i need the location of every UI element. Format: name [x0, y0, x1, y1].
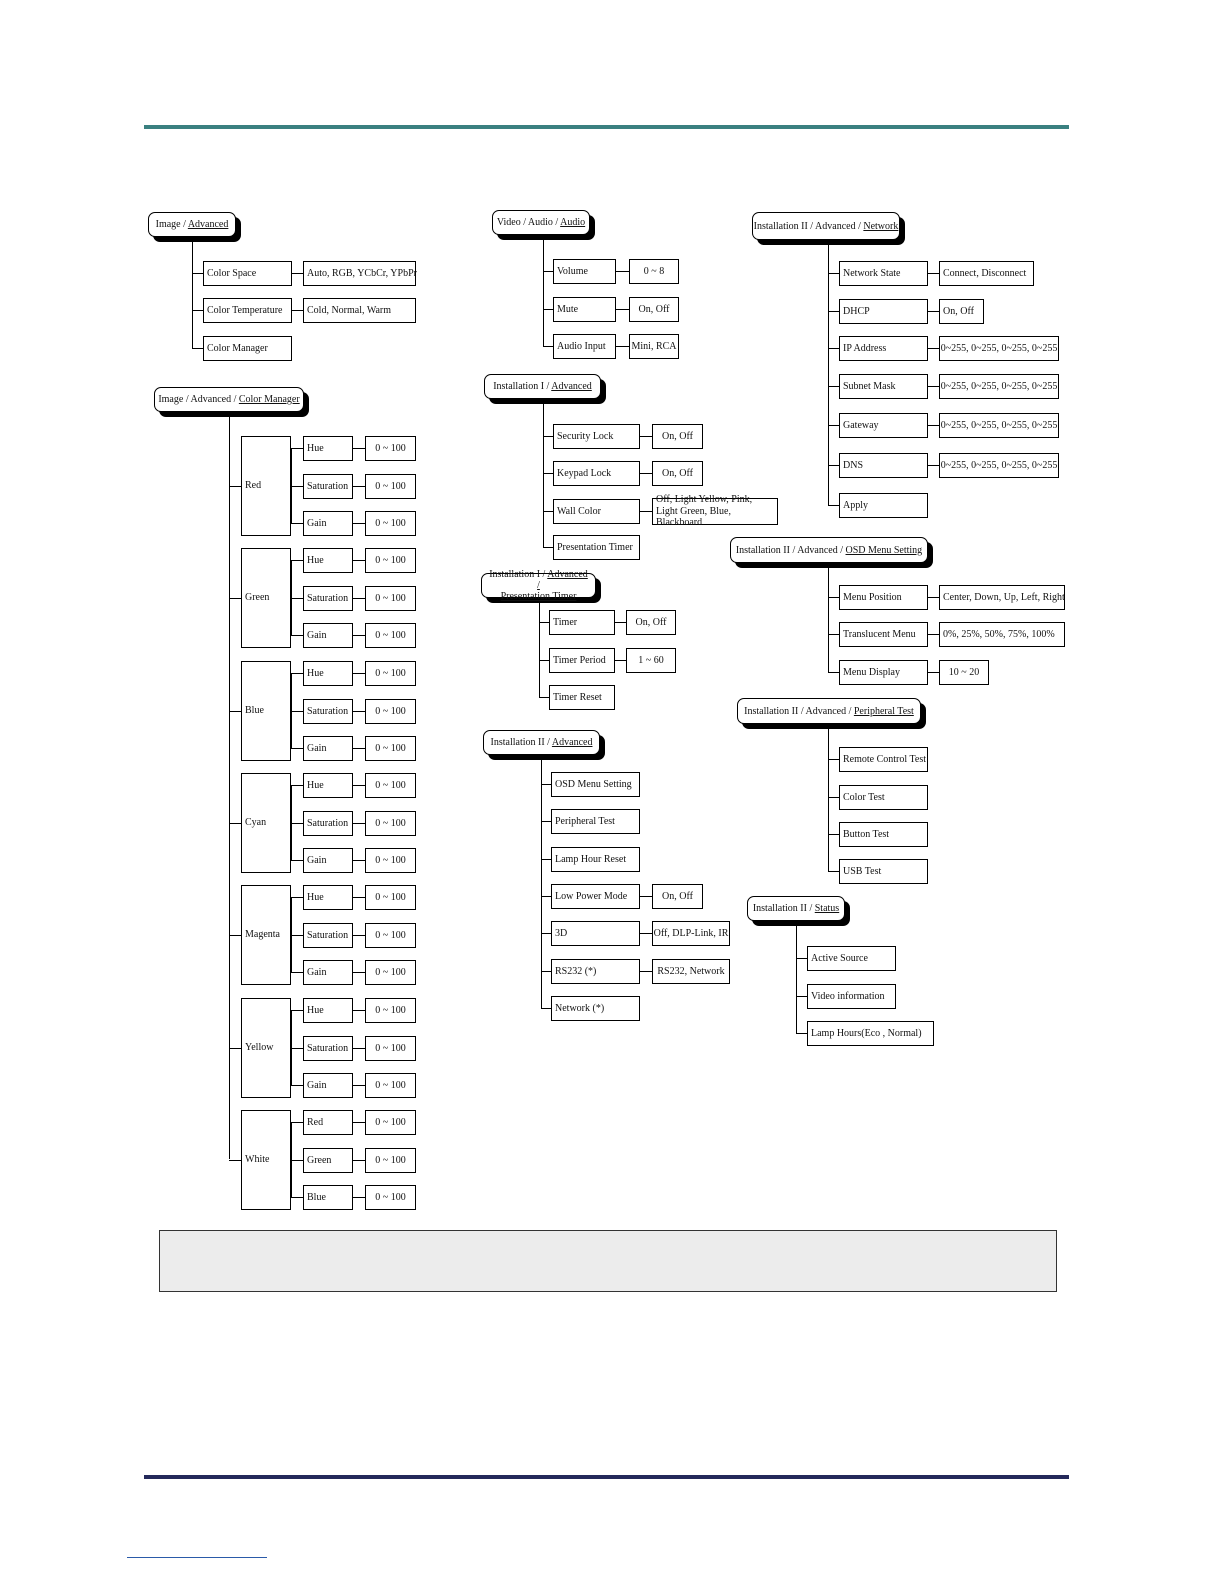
- connector: [828, 505, 839, 506]
- connector: [353, 1160, 365, 1161]
- connector: [616, 346, 629, 347]
- connector: [543, 404, 544, 548]
- node-menu-position: Menu Position: [839, 585, 928, 610]
- node-button-test: Button Test: [839, 822, 928, 847]
- node-saturation: Saturation: [303, 923, 353, 948]
- value-range: 0 ~ 100: [365, 1110, 416, 1135]
- value-range: 0 ~ 100: [365, 848, 416, 873]
- connector: [543, 271, 553, 272]
- value-range: 0 ~ 100: [365, 736, 416, 761]
- value-range: 0 ~ 100: [365, 998, 416, 1023]
- connector: [353, 748, 365, 749]
- value-range: 0 ~ 100: [365, 1185, 416, 1210]
- header-text-underlined: Advanced /: [537, 569, 588, 591]
- value-range: 0 ~ 100: [365, 511, 416, 536]
- connector: [616, 271, 629, 272]
- connector: [539, 622, 549, 623]
- connector: [291, 1160, 303, 1161]
- value-timer-period: 1 ~ 60: [626, 648, 676, 673]
- connector: [291, 486, 303, 487]
- connector: [353, 560, 365, 561]
- node-3d: 3D: [551, 921, 640, 946]
- value-range: 0 ~ 100: [365, 885, 416, 910]
- node-hue: Hue: [303, 773, 353, 798]
- value-range: 0 ~ 100: [365, 1073, 416, 1098]
- node-color-temperature: Color Temperature: [203, 298, 292, 323]
- node-menu-display: Menu Display: [839, 660, 928, 685]
- connector: [291, 1197, 303, 1198]
- node-saturation: Saturation: [303, 811, 353, 836]
- connector: [640, 511, 652, 512]
- connector: [291, 860, 303, 861]
- connector: [541, 859, 551, 860]
- connector: [828, 759, 839, 760]
- connector: [640, 436, 652, 437]
- connector: [229, 1160, 241, 1161]
- connector: [353, 1085, 365, 1086]
- connector: [928, 425, 939, 426]
- value-network-state: Connect, Disconnect: [939, 261, 1034, 286]
- node-rs232: RS232 (*): [551, 959, 640, 984]
- connector: [291, 560, 303, 561]
- connector: [543, 473, 553, 474]
- connector: [353, 598, 365, 599]
- header-color-manager: [154, 387, 304, 412]
- header-text-underlined: Presentation Timer: [500, 591, 577, 602]
- header-network: [752, 212, 900, 240]
- value-timer: On, Off: [626, 610, 676, 635]
- note-box: [159, 1230, 1057, 1292]
- header-text-underlined: Peripheral Test: [853, 705, 914, 717]
- node-hue: Hue: [303, 661, 353, 686]
- connector: [353, 785, 365, 786]
- node-hue: Hue: [303, 548, 353, 573]
- header-text: Installation I /: [493, 381, 552, 392]
- connector: [291, 972, 303, 973]
- connector: [539, 697, 549, 698]
- header-text-underlined: Audio: [560, 217, 586, 228]
- node-apply: Apply: [839, 493, 928, 518]
- connector: [291, 748, 303, 749]
- connector: [828, 871, 839, 872]
- connector: [928, 634, 939, 635]
- value-range: 0 ~ 100: [365, 586, 416, 611]
- connector: [828, 672, 839, 673]
- connector: [796, 996, 807, 997]
- header-osd-menu-setting: [730, 537, 928, 563]
- connector: [229, 598, 241, 599]
- connector: [543, 511, 553, 512]
- node-blue: Blue: [303, 1185, 353, 1210]
- connector: [353, 860, 365, 861]
- node-gain: Gain: [303, 1073, 353, 1098]
- node-timer-period: Timer Period: [549, 648, 615, 673]
- connector: [353, 1010, 365, 1011]
- connector: [928, 348, 939, 349]
- node-hue: Hue: [303, 885, 353, 910]
- value-color-temperature: Cold, Normal, Warm: [303, 298, 416, 323]
- node-color-red: Red: [241, 436, 291, 536]
- connector: [541, 1008, 551, 1009]
- connector: [928, 311, 939, 312]
- header-video-audio: [492, 210, 590, 235]
- header-status: [747, 896, 845, 921]
- connector: [229, 823, 241, 824]
- value-range: 0 ~ 100: [365, 661, 416, 686]
- connector: [616, 309, 629, 310]
- connector: [828, 425, 839, 426]
- connector: [353, 711, 365, 712]
- node-dns: DNS: [839, 453, 928, 478]
- value-range: 0 ~ 100: [365, 960, 416, 985]
- connector: [640, 473, 652, 474]
- value-volume: 0 ~ 8: [629, 259, 679, 284]
- connector: [541, 821, 551, 822]
- connector: [828, 311, 839, 312]
- connector: [796, 958, 807, 959]
- node-wall-color: Wall Color: [553, 499, 640, 524]
- node-hue: Hue: [303, 998, 353, 1023]
- connector: [828, 465, 839, 466]
- node-red: Red: [303, 1110, 353, 1135]
- header-text: Image /: [155, 219, 188, 230]
- node-subnet-mask: Subnet Mask: [839, 374, 928, 399]
- node-security-lock: Security Lock: [553, 424, 640, 449]
- connector: [353, 1197, 365, 1198]
- connector: [541, 784, 551, 785]
- node-dhcp: DHCP: [839, 299, 928, 324]
- connector: [291, 673, 303, 674]
- connector: [229, 1048, 241, 1049]
- value-menu-display: 10 ~ 20: [939, 660, 989, 685]
- connector: [615, 622, 626, 623]
- header-text: Installation II /: [490, 737, 552, 748]
- connector: [229, 711, 241, 712]
- header-peripheral-test: [737, 698, 921, 724]
- value-range: 0 ~ 100: [365, 1036, 416, 1061]
- node-color-test: Color Test: [839, 785, 928, 810]
- header-presentation-timer: [481, 569, 596, 602]
- connector: [640, 896, 652, 897]
- connector: [192, 273, 203, 274]
- node-gain: Gain: [303, 736, 353, 761]
- connector: [543, 547, 553, 548]
- connector: [928, 386, 939, 387]
- connector: [353, 673, 365, 674]
- header-text: Installation II / Advanced /: [753, 220, 864, 232]
- node-color-yellow: Yellow: [241, 998, 291, 1098]
- connector: [353, 1122, 365, 1123]
- value-mute: On, Off: [629, 297, 679, 322]
- value-keypad-lock: On, Off: [652, 461, 703, 486]
- connector: [291, 935, 303, 936]
- connector: [828, 729, 829, 872]
- connector: [353, 448, 365, 449]
- value-range: 0 ~ 100: [365, 474, 416, 499]
- connector: [539, 660, 549, 661]
- header-installation-i-advanced: [484, 374, 601, 399]
- connector: [796, 1033, 807, 1034]
- connector: [291, 711, 303, 712]
- node-color-magenta: Magenta: [241, 885, 291, 985]
- connector: [291, 1010, 303, 1011]
- node-timer: Timer: [549, 610, 615, 635]
- value-range: 0 ~ 100: [365, 1148, 416, 1173]
- connector: [353, 935, 365, 936]
- node-low-power-mode: Low Power Mode: [551, 884, 640, 909]
- value-range: 0 ~ 100: [365, 548, 416, 573]
- node-color-green: Green: [241, 548, 291, 648]
- node-volume: Volume: [553, 259, 616, 284]
- header-text-underlined: OSD Menu Setting: [845, 544, 923, 556]
- value-dns: 0~255, 0~255, 0~255, 0~255: [939, 453, 1059, 478]
- node-lamp-hour-reset: Lamp Hour Reset: [551, 847, 640, 872]
- connector: [291, 897, 303, 898]
- bottom-rule: [144, 1475, 1069, 1479]
- node-lamp-hours: Lamp Hours(Eco , Normal): [807, 1021, 934, 1046]
- connector: [292, 310, 303, 311]
- connector: [353, 523, 365, 524]
- node-keypad-lock: Keypad Lock: [553, 461, 640, 486]
- connector: [291, 1122, 303, 1123]
- value-range: 0 ~ 100: [365, 436, 416, 461]
- node-gain: Gain: [303, 623, 353, 648]
- header-image-advanced: [148, 212, 236, 237]
- connector: [928, 465, 939, 466]
- connector: [539, 603, 540, 698]
- node-green: Green: [303, 1148, 353, 1173]
- node-timer-reset: Timer Reset: [549, 685, 615, 710]
- header-text: Video / Audio /: [496, 217, 561, 228]
- node-color-blue: Blue: [241, 661, 291, 761]
- connector: [615, 660, 626, 661]
- connector: [828, 245, 829, 505]
- node-gain: Gain: [303, 848, 353, 873]
- node-remote-control-test: Remote Control Test: [839, 747, 928, 772]
- node-color-manager: Color Manager: [203, 336, 292, 361]
- header-text-underlined: Advanced: [551, 737, 593, 748]
- value-ip-address: 0~255, 0~255, 0~255, 0~255: [939, 336, 1059, 361]
- node-saturation: Saturation: [303, 586, 353, 611]
- connector: [353, 897, 365, 898]
- node-network: Network (*): [551, 996, 640, 1021]
- node-peripheral-test: Peripheral Test: [551, 809, 640, 834]
- node-color-cyan: Cyan: [241, 773, 291, 873]
- connector: [291, 523, 303, 524]
- node-presentation-timer: Presentation Timer: [553, 535, 640, 560]
- connector: [828, 834, 839, 835]
- node-osd-menu-setting: OSD Menu Setting: [551, 772, 640, 797]
- connector: [928, 273, 939, 274]
- connector: [229, 935, 241, 936]
- node-network-state: Network State: [839, 261, 928, 286]
- connector: [828, 386, 839, 387]
- header-text-underlined: Status: [814, 903, 840, 914]
- connector: [543, 346, 553, 347]
- header-text: Installation II / Advanced /: [744, 705, 854, 717]
- header-text: Installation II /: [752, 903, 815, 914]
- value-range: 0 ~ 100: [365, 923, 416, 948]
- node-ip-address: IP Address: [839, 336, 928, 361]
- node-saturation: Saturation: [303, 699, 353, 724]
- value-wall-color: Off, Light Yellow, Pink, Light Green, Blue, Blackboard: [652, 498, 778, 525]
- connector: [353, 823, 365, 824]
- node-gain: Gain: [303, 960, 353, 985]
- node-mute: Mute: [553, 297, 616, 322]
- connector: [543, 309, 553, 310]
- value-subnet-mask: 0~255, 0~255, 0~255, 0~255: [939, 374, 1059, 399]
- header-text-underlined: Advanced: [187, 219, 229, 230]
- value-audio-input: Mini, RCA: [629, 334, 679, 359]
- connector: [541, 971, 551, 972]
- header-text-underlined: Network: [863, 220, 899, 232]
- connector: [291, 1085, 303, 1086]
- connector: [192, 242, 193, 349]
- node-active-source: Active Source: [807, 946, 896, 971]
- connector: [291, 598, 303, 599]
- connector: [353, 1048, 365, 1049]
- connector: [353, 972, 365, 973]
- connector: [543, 436, 553, 437]
- value-range: 0 ~ 100: [365, 811, 416, 836]
- connector: [292, 273, 303, 274]
- value-security-lock: On, Off: [652, 424, 703, 449]
- connector: [828, 634, 839, 635]
- node-color-white: White: [241, 1110, 291, 1210]
- value-color-space: Auto, RGB, YCbCr, YPbPr: [303, 261, 416, 286]
- connector: [291, 823, 303, 824]
- header-installation-ii-advanced: [483, 730, 600, 755]
- value-menu-position: Center, Down, Up, Left, Right: [939, 585, 1065, 610]
- connector: [543, 240, 544, 347]
- connector: [541, 896, 551, 897]
- connector: [828, 348, 839, 349]
- connector: [291, 1048, 303, 1049]
- top-rule: [144, 125, 1069, 129]
- node-translucent-menu: Translucent Menu: [839, 622, 928, 647]
- connector: [192, 310, 203, 311]
- connector: [640, 933, 652, 934]
- connector: [828, 597, 839, 598]
- connector: [291, 448, 303, 449]
- footer-link-underline: [127, 1557, 267, 1558]
- node-audio-input: Audio Input: [553, 334, 616, 359]
- node-video-information: Video information: [807, 984, 896, 1009]
- connector: [353, 635, 365, 636]
- node-color-space: Color Space: [203, 261, 292, 286]
- header-text: Installation II / Advanced /: [735, 544, 846, 556]
- connector: [291, 785, 303, 786]
- value-rs232: RS232, Network: [652, 959, 730, 984]
- connector: [828, 568, 829, 672]
- connector: [796, 926, 797, 1034]
- value-3d: Off, DLP-Link, IR: [652, 921, 730, 946]
- header-text: Installation I /: [489, 569, 548, 580]
- value-translucent-menu: 0%, 25%, 50%, 75%, 100%: [939, 622, 1065, 647]
- connector: [828, 273, 839, 274]
- connector: [640, 971, 652, 972]
- header-text: Image / Advanced /: [158, 394, 239, 405]
- connector: [229, 486, 241, 487]
- value-low-power-mode: On, Off: [652, 884, 703, 909]
- connector: [541, 933, 551, 934]
- connector: [353, 486, 365, 487]
- node-gain: Gain: [303, 511, 353, 536]
- node-gateway: Gateway: [839, 413, 928, 438]
- node-saturation: Saturation: [303, 1036, 353, 1061]
- connector: [928, 672, 939, 673]
- value-range: 0 ~ 100: [365, 773, 416, 798]
- value-gateway: 0~255, 0~255, 0~255, 0~255: [939, 413, 1059, 438]
- connector: [291, 635, 303, 636]
- node-saturation: Saturation: [303, 474, 353, 499]
- header-text-underlined: Advanced: [551, 381, 592, 392]
- connector: [828, 797, 839, 798]
- header-text-underlined: Color Manager: [238, 394, 300, 405]
- value-range: 0 ~ 100: [365, 623, 416, 648]
- connector: [192, 348, 203, 349]
- value-dhcp: On, Off: [939, 299, 984, 324]
- value-range: 0 ~ 100: [365, 699, 416, 724]
- node-hue: Hue: [303, 436, 353, 461]
- node-usb-test: USB Test: [839, 859, 928, 884]
- connector: [928, 597, 939, 598]
